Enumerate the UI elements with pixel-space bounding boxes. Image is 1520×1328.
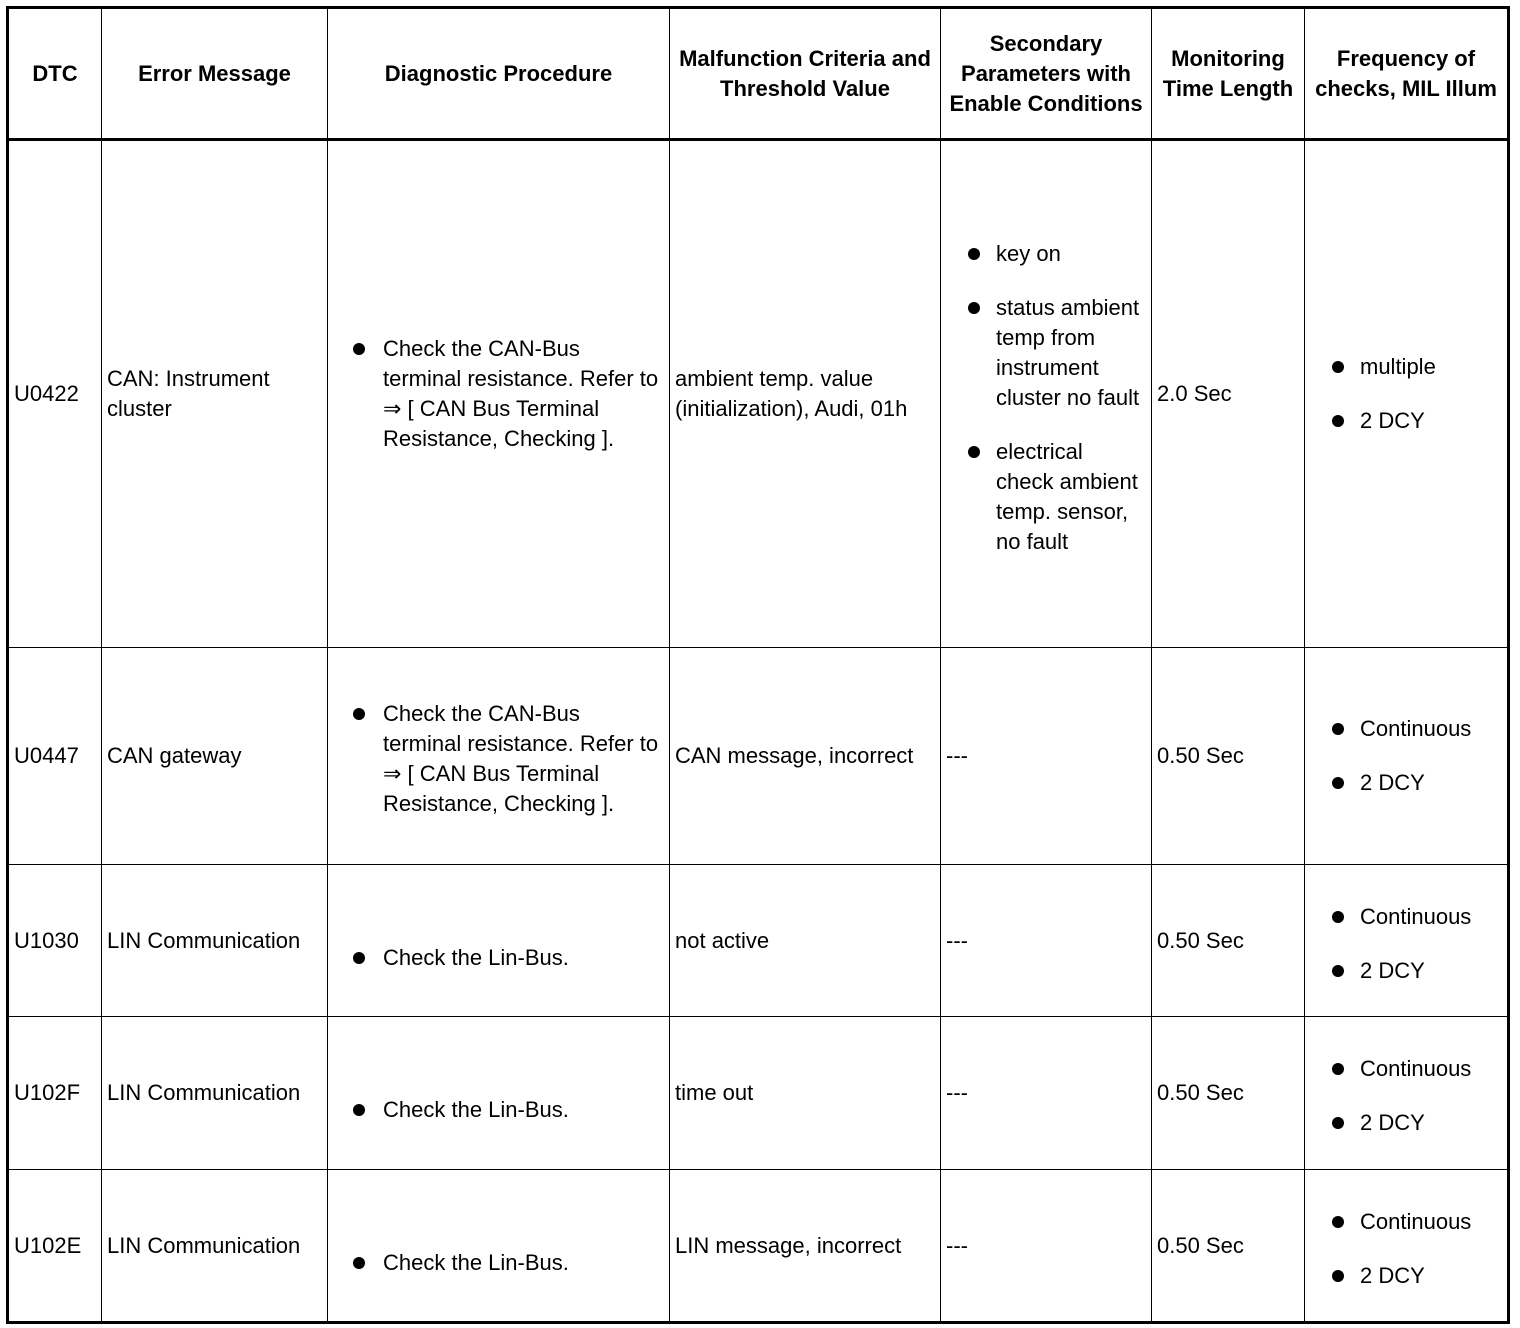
monitoring-time: 0.50 Sec: [1152, 1017, 1305, 1170]
frequency: [1305, 1017, 1509, 1170]
error-message: CAN: Instrument cluster: [102, 140, 328, 648]
dtc-code: U102F: [8, 1017, 102, 1170]
header-monitoring-time: Monitoring Time Length: [1152, 8, 1305, 140]
malfunction-criteria: not active: [670, 865, 941, 1017]
header-secondary-parameters: Secondary Parameters with Enable Conditions: [941, 8, 1152, 140]
table-row: [8, 865, 1509, 1017]
frequency-item: 2 DCY: [1310, 1261, 1502, 1291]
frequency-item: multiple: [1310, 352, 1502, 382]
error-message: CAN gateway: [102, 648, 328, 865]
procedure-step: Check the CAN-Bus terminal resistance. Refer to ⇒ [ CAN Bus Terminal Resistance, Checking ].: [333, 699, 664, 819]
diagnostic-procedure: [328, 140, 670, 648]
malfunction-criteria: CAN message, incorrect: [670, 648, 941, 865]
diagnostic-procedure: [328, 865, 670, 1017]
frequency-item: 2 DCY: [1310, 768, 1502, 798]
table-row: [8, 1017, 1509, 1170]
error-message: LIN Communication: [102, 865, 328, 1017]
dtc-code: U0447: [8, 648, 102, 865]
malfunction-criteria: ambient temp. value (initialization), Audi, 01h: [670, 140, 941, 648]
frequency-item: Continuous: [1310, 902, 1502, 932]
dtc-table: [6, 6, 1510, 1324]
header-diagnostic-procedure: Diagnostic Procedure: [328, 8, 670, 140]
secondary-condition: electrical check ambient temp. sensor, no fault: [946, 437, 1146, 557]
monitoring-time: 0.50 Sec: [1152, 1170, 1305, 1323]
frequency: [1305, 140, 1509, 648]
monitoring-time: 2.0 Sec: [1152, 140, 1305, 648]
table-row: [8, 140, 1509, 648]
header-malfunction-criteria: Malfunction Criteria and Threshold Value: [670, 8, 941, 140]
frequency-item: 2 DCY: [1310, 406, 1502, 436]
frequency-item: Continuous: [1310, 1207, 1502, 1237]
frequency: [1305, 865, 1509, 1017]
secondary-parameters: ---: [941, 1017, 1152, 1170]
secondary-parameters: ---: [941, 1170, 1152, 1323]
procedure-step: Check the Lin-Bus.: [333, 943, 664, 973]
procedure-step: Check the Lin-Bus.: [333, 1095, 664, 1125]
malfunction-criteria: time out: [670, 1017, 941, 1170]
frequency-item: Continuous: [1310, 1054, 1502, 1084]
header-row: [8, 8, 1509, 140]
table-row: [8, 648, 1509, 865]
dtc-code: U102E: [8, 1170, 102, 1323]
table-row: [8, 1170, 1509, 1323]
secondary-parameters: ---: [941, 648, 1152, 865]
secondary-condition: status ambient temp from instrument cluster no fault: [946, 293, 1146, 413]
malfunction-criteria: LIN message, incorrect: [670, 1170, 941, 1323]
monitoring-time: 0.50 Sec: [1152, 865, 1305, 1017]
frequency: [1305, 1170, 1509, 1323]
error-message: LIN Communication: [102, 1170, 328, 1323]
error-message: LIN Communication: [102, 1017, 328, 1170]
header-frequency: Frequency of checks, MIL Illum: [1305, 8, 1509, 140]
frequency: [1305, 648, 1509, 865]
header-dtc: DTC: [8, 8, 102, 140]
diagnostic-procedure: [328, 648, 670, 865]
diagnostic-procedure: [328, 1170, 670, 1323]
frequency-item: 2 DCY: [1310, 1108, 1502, 1138]
frequency-item: 2 DCY: [1310, 956, 1502, 986]
dtc-code: U1030: [8, 865, 102, 1017]
procedure-step: Check the CAN-Bus terminal resistance. Refer to ⇒ [ CAN Bus Terminal Resistance, Checking ].: [333, 334, 664, 454]
diagnostic-procedure: [328, 1017, 670, 1170]
procedure-step: Check the Lin-Bus.: [333, 1248, 664, 1278]
header-error-message: Error Message: [102, 8, 328, 140]
frequency-item: Continuous: [1310, 714, 1502, 744]
secondary-parameters: [941, 140, 1152, 648]
secondary-condition: key on: [946, 239, 1146, 269]
secondary-parameters: ---: [941, 865, 1152, 1017]
monitoring-time: 0.50 Sec: [1152, 648, 1305, 865]
dtc-code: U0422: [8, 140, 102, 648]
